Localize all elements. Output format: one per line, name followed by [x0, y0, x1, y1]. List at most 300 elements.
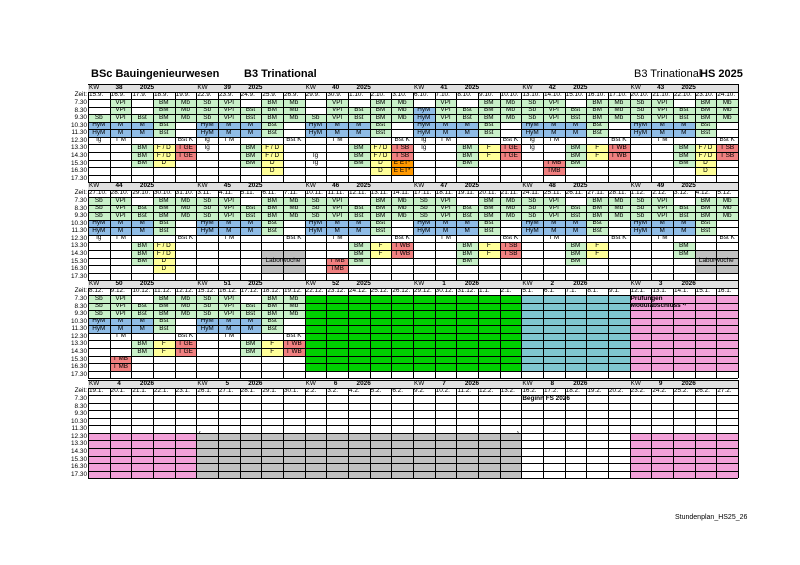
- week-number: 49: [657, 182, 665, 189]
- course-cell: Sb: [413, 197, 435, 205]
- date-cell: 22.1.: [154, 387, 169, 395]
- grid-line-h: [88, 356, 738, 357]
- course-cell: D: [153, 258, 175, 266]
- grid-line-h: [88, 340, 738, 341]
- time-label: 13.30: [71, 340, 87, 348]
- date-cell: 19.12.: [284, 287, 302, 295]
- course-cell: Sb: [305, 197, 327, 205]
- week-year: 2026: [464, 380, 480, 387]
- week-year: 2026: [573, 380, 588, 387]
- course-cell: Sb: [305, 212, 327, 220]
- course-cell: Sb: [196, 303, 218, 311]
- course-cell: T M: [548, 234, 560, 242]
- kw-label: KW: [305, 280, 316, 287]
- course-cell: HyM: [630, 122, 652, 130]
- course-cell: Sb: [88, 197, 110, 205]
- course-cell: BM: [586, 212, 608, 220]
- course-cell: Bst: [153, 129, 175, 137]
- date-cell: 23.1.: [175, 387, 190, 395]
- course-cell: Bst K: [502, 234, 519, 242]
- header-program: B3 Trinational: [244, 68, 317, 80]
- course-cell: Mb: [716, 107, 738, 115]
- course-cell: Bst: [478, 122, 500, 130]
- course-cell: M: [456, 227, 478, 235]
- course-cell: T M: [440, 136, 451, 144]
- week-year: 2025: [681, 182, 696, 189]
- course-cell: BM: [348, 258, 370, 266]
- time-label: 15.30: [71, 355, 87, 363]
- kw-label: KW: [413, 380, 425, 387]
- course-cell: Sb: [88, 303, 110, 311]
- course-cell: M: [565, 220, 587, 228]
- course-cell: Sb: [630, 114, 652, 122]
- course-cell: Bst: [131, 205, 153, 213]
- grid-line-h: [88, 325, 738, 326]
- course-cell: T M: [548, 136, 560, 144]
- course-cell: T SB: [391, 144, 413, 152]
- date-cell: 16.1.: [717, 287, 732, 295]
- time-label: 10.30: [71, 417, 87, 425]
- course-cell: VPI: [110, 212, 132, 220]
- kw-label: KW: [197, 84, 208, 91]
- timetable-grid: [88, 84, 738, 489]
- week-year: 2025: [681, 84, 696, 91]
- kw-label: KW: [413, 280, 425, 287]
- time-label: 10.30: [71, 121, 87, 129]
- date-cell: 10.12.: [132, 287, 151, 295]
- course-cell: BM: [261, 107, 283, 115]
- kw-label: KW: [305, 182, 316, 189]
- course-cell: HyM: [413, 227, 435, 235]
- course-cell: T SB: [500, 250, 522, 258]
- grid-line-h: [88, 371, 738, 372]
- course-cell: T WB: [391, 250, 413, 258]
- date-cell: 22.10.: [673, 91, 692, 99]
- grid-line-h: [88, 388, 738, 389]
- zeit-label: Zeit:: [74, 287, 87, 294]
- course-cell: Bst: [153, 227, 175, 235]
- course-cell: M: [435, 227, 457, 235]
- course-cell: VPI: [543, 99, 565, 107]
- zeit-label: Zeit:: [74, 387, 87, 394]
- date-cell: 30.10.: [154, 189, 172, 197]
- grid-line-h: [88, 197, 738, 198]
- week-year: 2025: [356, 182, 371, 189]
- grid-line-h: [88, 129, 738, 130]
- course-cell: F / D: [370, 152, 392, 160]
- grid-line-h: [88, 152, 738, 153]
- date-cell: 26.9.: [284, 91, 299, 99]
- course-cell: Mb: [608, 212, 630, 220]
- course-cell: Bst: [240, 205, 262, 213]
- kw-label: KW: [89, 182, 100, 189]
- course-cell: BM: [695, 99, 717, 107]
- course-cell: VPI: [326, 114, 348, 122]
- grid-line-h: [88, 363, 738, 364]
- week-year: 2026: [681, 280, 696, 287]
- course-cell: HyM: [305, 122, 327, 130]
- course-cell: F: [153, 348, 175, 356]
- course-cell: M: [131, 220, 153, 228]
- course-cell: Bst: [240, 303, 262, 311]
- course-cell: Mb: [716, 205, 738, 213]
- kw-label: KW: [89, 84, 100, 91]
- course-cell: BM: [131, 242, 153, 250]
- course-cell: Mb: [175, 99, 197, 107]
- date-cell: 20.2.: [609, 387, 624, 395]
- date-cell: 20.1.: [110, 387, 125, 395]
- course-cell: Bst K: [177, 234, 194, 242]
- course-cell: T M: [440, 234, 451, 242]
- course-cell: Bst: [348, 205, 370, 213]
- time-label: 8.30: [74, 402, 87, 410]
- course-cell: F: [153, 340, 175, 348]
- course-cell: VPI: [651, 205, 673, 213]
- date-cell: 27.1.: [219, 387, 234, 395]
- course-cell: BM: [348, 160, 370, 168]
- course-cell: BM: [131, 258, 153, 266]
- course-cell: T GE: [175, 152, 197, 160]
- course-cell: HyM: [305, 129, 327, 137]
- time-label: 13.30: [71, 242, 87, 250]
- course-cell: HyM: [88, 318, 110, 326]
- course-cell: M: [565, 227, 587, 235]
- time-label: 17.30: [71, 370, 87, 378]
- date-cell: 20.10.: [630, 91, 649, 99]
- week-year: 2025: [464, 182, 480, 189]
- course-cell: BM: [695, 212, 717, 220]
- grid-line-h: [88, 403, 738, 404]
- date-cell: 15.10.: [565, 91, 584, 99]
- course-cell: D: [370, 160, 392, 168]
- date-cell: 26.2.: [695, 387, 710, 395]
- course-cell: HyM: [196, 318, 218, 326]
- course-cell: T M: [223, 332, 235, 340]
- course-cell: Mb: [283, 205, 305, 213]
- course-cell: F: [370, 250, 392, 258]
- course-cell: M: [326, 122, 348, 130]
- course-cell: HyM: [196, 220, 218, 228]
- week-number: 50: [115, 280, 123, 287]
- course-cell: Mb: [283, 99, 305, 107]
- time-label: 13.30: [71, 440, 87, 448]
- grid-line-h: [88, 303, 738, 304]
- course-cell: HyM: [88, 227, 110, 235]
- course-cell: Sb: [196, 212, 218, 220]
- course-cell: M: [218, 122, 240, 130]
- date-cell: 31.12.: [457, 287, 476, 295]
- course-cell: Sb: [88, 295, 110, 303]
- course-cell: F / D: [153, 152, 175, 160]
- course-cell: VPI: [110, 107, 132, 115]
- course-cell: BM: [478, 212, 500, 220]
- date-cell: 7.11.: [284, 189, 298, 197]
- date-cell: 1.12.: [630, 189, 645, 197]
- week-note: Beginn FS 2026: [522, 395, 570, 402]
- week-year: 2026: [573, 280, 588, 287]
- week-number: 4: [117, 380, 121, 387]
- week-number: 51: [223, 280, 231, 287]
- course-cell: BM: [131, 160, 153, 168]
- course-cell: F: [586, 250, 608, 258]
- course-cell: Bst: [456, 205, 478, 213]
- course-cell: BM: [456, 160, 478, 168]
- course-cell: VPI: [326, 205, 348, 213]
- course-cell: Ig: [312, 152, 319, 159]
- course-cell: E ET*: [391, 167, 413, 175]
- grid-line-h: [88, 348, 738, 349]
- course-cell: VPI: [218, 205, 240, 213]
- course-cell: Mb: [175, 212, 197, 220]
- course-cell: Bst: [261, 122, 283, 130]
- date-cell: 14.11.: [392, 189, 410, 197]
- course-cell: Bst: [370, 129, 392, 137]
- course-cell: Mb: [283, 197, 305, 205]
- course-cell: Ig: [421, 136, 427, 144]
- course-cell: BM: [456, 258, 478, 266]
- grid-line-h: [88, 333, 738, 334]
- week-number: 38: [115, 84, 123, 91]
- date-cell: 17.2.: [543, 387, 559, 395]
- course-cell: M: [543, 129, 565, 137]
- course-cell: Sb: [305, 114, 327, 122]
- course-cell: VPI: [651, 197, 673, 205]
- date-cell: 24.12.: [349, 287, 367, 295]
- course-cell: BM: [478, 114, 500, 122]
- course-cell: Bst: [131, 310, 153, 318]
- course-cell: Sb: [88, 310, 110, 318]
- date-cell: 1.10.: [349, 91, 364, 99]
- grid-line-h: [88, 463, 738, 464]
- course-cell: Mb: [716, 114, 738, 122]
- grid-line-v: [738, 182, 739, 280]
- date-cell: 15.12.: [197, 287, 216, 295]
- date-cell: 18.12.: [262, 287, 281, 295]
- course-cell: D: [261, 167, 283, 175]
- date-cell: 5.11.: [240, 189, 255, 197]
- course-cell: Mb: [500, 99, 522, 107]
- course-cell: M: [131, 122, 153, 130]
- arrow-left-icon: ‹: [198, 429, 201, 436]
- course-cell: M: [348, 227, 370, 235]
- kw-label: KW: [89, 380, 100, 387]
- date-cell: 19.1.: [89, 387, 104, 395]
- course-cell: BM: [240, 152, 262, 160]
- week-number: 9: [658, 380, 663, 387]
- date-cell: 10.10.: [500, 91, 519, 99]
- kw-label: KW: [630, 182, 641, 189]
- grid-line-h: [88, 265, 738, 266]
- date-cell: 19.2.: [587, 387, 602, 395]
- course-cell: Mb: [500, 212, 522, 220]
- course-cell: Sb: [630, 99, 652, 107]
- course-cell: Sb: [196, 295, 218, 303]
- course-cell: M: [565, 129, 587, 137]
- date-cell: 26.1.: [197, 387, 212, 395]
- date-cell: 7.10.: [435, 91, 450, 99]
- course-cell: BM: [586, 114, 608, 122]
- week-year: 2025: [139, 280, 155, 287]
- course-cell: BM: [695, 197, 717, 205]
- date-cell: 9.1.: [609, 287, 620, 295]
- course-cell: Bst: [565, 107, 587, 115]
- date-cell: 5.2.: [370, 387, 382, 395]
- course-cell: VPI: [218, 99, 240, 107]
- course-cell: Mb: [283, 310, 305, 318]
- week-year: 2025: [248, 84, 263, 91]
- course-cell: BM: [348, 144, 370, 152]
- grid-line-h: [88, 410, 738, 411]
- course-cell: Mb: [391, 212, 413, 220]
- date-cell: 16.10.: [587, 91, 606, 99]
- course-cell: BM: [261, 295, 283, 303]
- course-cell: BM: [586, 107, 608, 115]
- course-cell: BM: [240, 160, 262, 168]
- date-cell: 2.2.: [305, 387, 317, 395]
- course-cell: BM: [586, 197, 608, 205]
- date-cell: 19.11.: [457, 189, 475, 197]
- grid-line-h: [88, 288, 738, 289]
- date-cell: 4.2.: [349, 387, 360, 395]
- time-label: 12.30: [71, 332, 87, 340]
- grid-line-v: [738, 380, 739, 478]
- course-cell: F: [478, 250, 500, 258]
- date-cell: 26.11.: [565, 189, 583, 197]
- course-cell: T MB: [543, 160, 565, 168]
- time-label: 9.30: [74, 410, 87, 418]
- course-cell: Bst: [565, 205, 587, 213]
- time-label: 17.30: [71, 272, 87, 280]
- course-cell: BM: [348, 250, 370, 258]
- time-label: 17.30: [71, 470, 87, 478]
- grid-line-h: [88, 107, 738, 108]
- course-cell: Bst K: [719, 234, 735, 242]
- kw-label: KW: [630, 380, 641, 387]
- course-cell: BM: [565, 258, 587, 266]
- date-cell: 13.10.: [522, 91, 541, 99]
- course-cell: Bst: [673, 205, 695, 213]
- date-cell: 23.10.: [695, 91, 714, 99]
- date-cell: 17.12.: [240, 287, 259, 295]
- course-cell: BM: [348, 152, 370, 160]
- course-cell: Mb: [391, 99, 413, 107]
- course-cell: BM: [370, 212, 392, 220]
- time-label: 14.30: [71, 250, 87, 258]
- course-cell: F: [586, 152, 608, 160]
- date-cell: 8.1.: [587, 287, 598, 295]
- date-cell: 6.2.: [392, 387, 403, 395]
- date-cell: 22.12.: [305, 287, 324, 295]
- course-cell: BM: [586, 99, 608, 107]
- course-cell: VPI: [218, 303, 240, 311]
- date-cell: 2.12.: [652, 189, 667, 197]
- date-cell: 6.11.: [262, 189, 277, 197]
- week-number: 39: [223, 84, 231, 91]
- course-cell: M: [456, 122, 478, 130]
- course-cell: BM: [261, 310, 283, 318]
- time-label: 11.30: [71, 425, 87, 433]
- grid-line-h: [88, 478, 738, 479]
- time-label: 15.30: [71, 159, 87, 167]
- course-cell: BM: [261, 197, 283, 205]
- course-cell: BM: [478, 99, 500, 107]
- grid-line-h: [88, 295, 738, 296]
- week-number: 41: [440, 84, 448, 91]
- kw-label: KW: [413, 182, 425, 189]
- course-cell: M: [131, 318, 153, 326]
- course-cell: Bst: [456, 107, 478, 115]
- course-cell: BM: [370, 107, 392, 115]
- course-cell: HyM: [413, 122, 435, 130]
- course-cell: M: [651, 220, 673, 228]
- course-cell: BM: [370, 99, 392, 107]
- zeit-label: Zeit:: [74, 91, 87, 98]
- week-year: 2026: [464, 280, 480, 287]
- grid-line-h: [88, 114, 738, 115]
- course-cell: F: [478, 152, 500, 160]
- grid-line-v: [738, 84, 739, 182]
- grid-line-h: [88, 395, 738, 396]
- course-cell: T GE: [175, 340, 197, 348]
- grid-line-h: [88, 471, 738, 472]
- time-label: 15.30: [71, 455, 87, 463]
- date-cell: 29.9.: [305, 91, 320, 99]
- date-cell: 17.10.: [609, 91, 627, 99]
- date-cell: 30.1.: [284, 387, 299, 395]
- date-cell: 9.12.: [110, 287, 125, 295]
- course-cell: Bst K: [502, 136, 519, 144]
- grid-line-h: [88, 144, 738, 145]
- week-number: 5: [225, 380, 230, 387]
- week-year: 2025: [356, 84, 371, 91]
- grid-line-h: [88, 258, 738, 259]
- time-label: 11.30: [71, 227, 87, 235]
- time-label: 12.30: [71, 136, 87, 144]
- grid-line-h: [88, 310, 738, 311]
- date-cell: 14.10.: [543, 91, 562, 99]
- time-label: 8.30: [74, 106, 87, 114]
- course-cell: Bst: [153, 325, 175, 333]
- course-cell: BM: [131, 144, 153, 152]
- course-cell: BM: [131, 348, 153, 356]
- week-number: 7: [442, 380, 446, 387]
- course-cell: Bst: [261, 227, 283, 235]
- course-cell: HyM: [88, 129, 110, 137]
- week-number: 47: [440, 182, 448, 189]
- course-cell: BM: [695, 205, 717, 213]
- week-number: 45: [223, 182, 231, 189]
- course-cell: T WB: [283, 348, 305, 356]
- date-cell: 12.12.: [175, 287, 194, 295]
- time-label: 12.30: [71, 432, 87, 440]
- course-cell: HyM: [196, 325, 218, 333]
- course-cell: M: [110, 325, 132, 333]
- course-cell: VPI: [435, 212, 457, 220]
- date-cell: 24.10.: [717, 91, 736, 99]
- course-cell: Mb: [608, 114, 630, 122]
- course-cell: Bst K: [177, 136, 194, 144]
- kw-label: KW: [522, 84, 533, 91]
- date-cell: 25.12.: [370, 287, 389, 295]
- week-year: 2026: [681, 380, 696, 387]
- week-number: 42: [548, 84, 556, 91]
- date-cell: 6.10.: [413, 91, 429, 99]
- course-cell: Ig: [96, 136, 102, 144]
- course-cell: Mb: [500, 107, 522, 115]
- course-cell: Sb: [88, 114, 110, 122]
- date-cell: 24.9.: [240, 91, 255, 99]
- course-cell: T M: [223, 136, 235, 144]
